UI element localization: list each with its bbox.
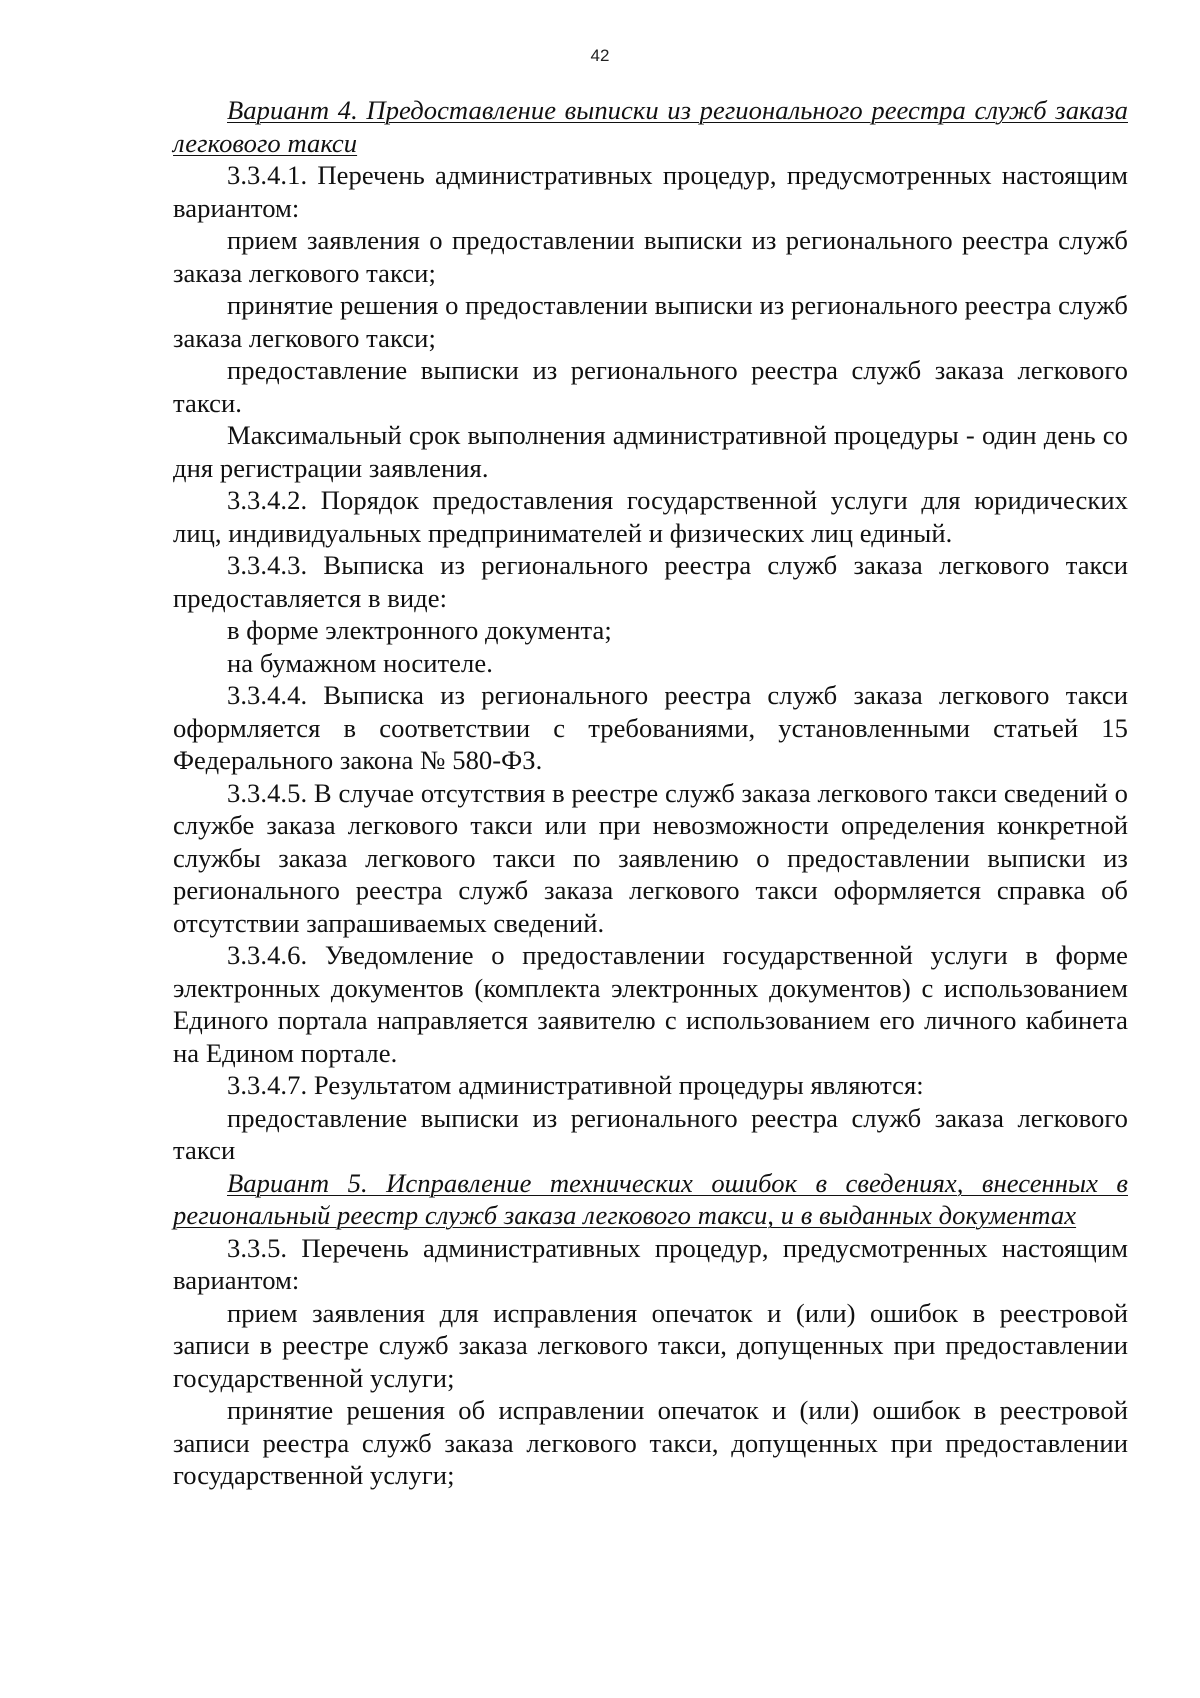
paragraph: 3.3.4.7. Результатом административной процедуры являются: (227, 1070, 924, 1100)
paragraph: 3.3.4.4. Выписка из регионального реестра служб заказа легкового такси оформляется в соответствии с требованиями, установленными статьей 15 Федерального закона № 580-ФЗ. (173, 680, 1128, 775)
document-body (173, 94, 1128, 1492)
section-heading-variant-4: Вариант 4. Предоставление выписки из регионального реестра служб заказа легкового такси (173, 95, 1128, 158)
section-heading-variant-5: Вариант 5. Исправление технических ошибок в сведениях, внесенных в региональный реестр служб заказа легкового такси, и в выданных документах (173, 1167, 1128, 1230)
paragraph: в форме электронного документа; (227, 615, 612, 645)
paragraph: принятие решения о предоставлении выписки из регионального реестра служб заказа легкового такси; (173, 290, 1128, 353)
paragraph: 3.3.4.5. В случае отсутствия в реестре служб заказа легкового такси сведений о службе заказа легкового такси или при невозможности определения конкретной службы заказа легкового такси по заявлению о предоставлении выписки из регионального реестра служб заказа легкового такси оформляется справка об отсутствии запрашиваемых сведений. (173, 777, 1128, 938)
paragraph: прием заявления для исправления опечаток и (или) ошибок в реестровой записи в реестре служб заказа легкового такси, допущенных при предоставлении государственной услуги; (173, 1297, 1128, 1393)
paragraph: предоставление выписки из регионального реестра служб заказа легкового такси (173, 1102, 1128, 1165)
paragraph: 3.3.5. Перечень административных процедур, предусмотренных настоящим вариантом: (173, 1232, 1128, 1295)
paragraph: 3.3.4.6. Уведомление о предоставлении государственной услуги в форме электронных документов (комплекта электронных документов) с использованием Единого портала направляется заявителю с использованием его личного кабинета на Едином портале. (173, 940, 1128, 1068)
paragraph: прием заявления о предоставлении выписки из регионального реестра служб заказа легкового такси; (173, 225, 1128, 288)
paragraph: Максимальный срок выполнения административной процедуры - один день со дня регистрации заявления. (173, 420, 1128, 483)
paragraph: 3.3.4.2. Порядок предоставления государственной услуги для юридических лиц, индивидуальных предпринимателей и физических лиц единый. (173, 485, 1128, 548)
paragraph: 3.3.4.1. Перечень административных процедур, предусмотренных настоящим вариантом: (173, 160, 1128, 223)
paragraph: 3.3.4.3. Выписка из регионального реестра служб заказа легкового такси предоставляется в виде: (173, 550, 1128, 613)
page-number: 42 (590, 46, 610, 65)
paragraph: предоставление выписки из регионального реестра служб заказа легкового такси. (173, 355, 1128, 418)
paragraph: принятие решения об исправлении опечаток и (или) ошибок в реестровой записи реестра служб заказа легкового такси, допущенных при предоставлении государственной услуги; (173, 1395, 1128, 1490)
paragraph: на бумажном носителе. (227, 647, 493, 678)
